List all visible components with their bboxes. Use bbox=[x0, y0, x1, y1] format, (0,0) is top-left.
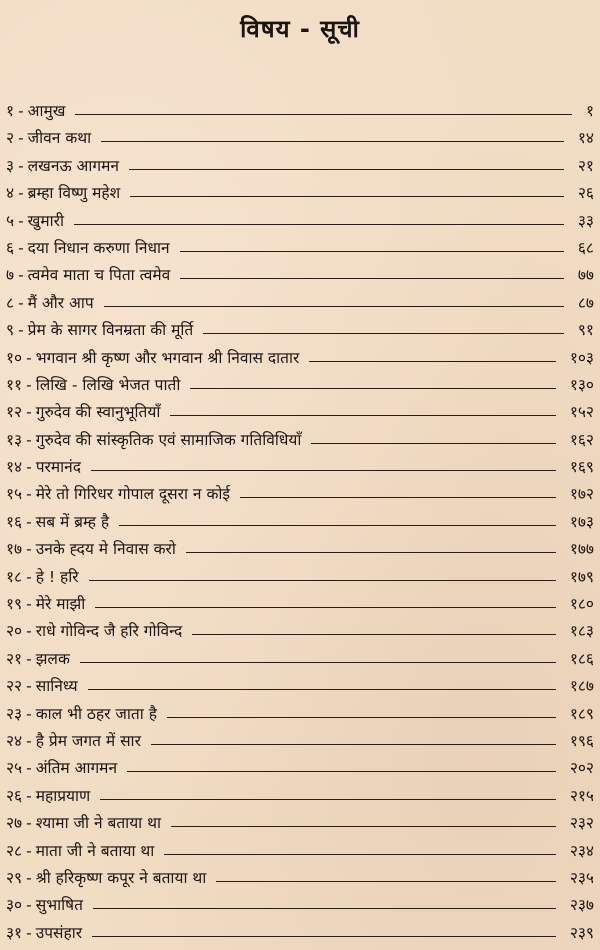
separator-dash: - bbox=[26, 923, 32, 942]
chapter-number: ७ bbox=[6, 266, 15, 285]
toc-entry bbox=[0, 345, 600, 372]
toc-entry bbox=[0, 892, 600, 919]
leader-line bbox=[164, 854, 556, 855]
chapter-title: श्यामा जी ने बताया था bbox=[35, 814, 162, 833]
leader-line bbox=[180, 278, 564, 279]
chapter-number: ९ bbox=[6, 321, 15, 340]
toc-entry bbox=[0, 317, 600, 344]
toc-entry-heading bbox=[6, 810, 161, 837]
chapter-number: १४ bbox=[6, 458, 23, 477]
separator-dash: - bbox=[26, 759, 32, 778]
toc-entry-heading bbox=[6, 290, 94, 317]
separator-dash: - bbox=[26, 403, 32, 422]
page-number: १८७ bbox=[569, 677, 594, 696]
chapter-title: है प्रेम जगत में सार bbox=[35, 731, 141, 750]
chapter-number: २९ bbox=[6, 868, 23, 887]
toc-entry-heading bbox=[6, 783, 90, 810]
chapter-title: उनके ह्दय मे निवास करो bbox=[35, 540, 176, 559]
chapter-title: माता जी ने बताया था bbox=[35, 841, 155, 860]
toc-entry-heading bbox=[6, 755, 117, 782]
leader-line bbox=[89, 580, 556, 581]
chapter-title: झलक bbox=[35, 649, 70, 668]
chapter-number: २० bbox=[6, 622, 23, 641]
chapter-number: १ bbox=[6, 102, 15, 120]
toc-entry bbox=[0, 728, 600, 755]
leader-line bbox=[170, 415, 556, 416]
toc-entry bbox=[0, 755, 600, 782]
chapter-title: गुरुदेव की स्वानुभूतियाँ bbox=[35, 403, 161, 422]
separator-dash: - bbox=[18, 129, 24, 148]
chapter-title: प्रेम के सागर विनम्रता की मूर्ति bbox=[27, 321, 194, 340]
page-number: १८९ bbox=[569, 704, 594, 723]
separator-dash: - bbox=[26, 512, 32, 531]
chapter-number: २७ bbox=[6, 814, 23, 833]
toc-entry bbox=[0, 427, 600, 454]
toc-entry-heading bbox=[6, 591, 85, 618]
chapter-title: दया निधान करुणा निधान bbox=[27, 238, 170, 257]
page-number: १७२ bbox=[569, 485, 594, 504]
leader-line bbox=[203, 333, 564, 334]
toc-entry-heading bbox=[6, 728, 141, 755]
separator-dash: - bbox=[18, 238, 24, 257]
page-number: २०२ bbox=[569, 759, 594, 778]
toc-entry bbox=[0, 235, 600, 262]
toc-entry bbox=[0, 920, 600, 947]
leader-line bbox=[101, 141, 564, 142]
separator-dash: - bbox=[26, 485, 32, 504]
page-number: १३० bbox=[569, 375, 594, 394]
page-number: १७३ bbox=[569, 512, 594, 531]
toc-entry-heading bbox=[6, 865, 206, 892]
leader-line bbox=[192, 634, 556, 635]
leader-line bbox=[129, 169, 564, 170]
toc-entry-heading bbox=[6, 564, 79, 591]
toc-entry bbox=[0, 153, 600, 180]
page-number: १९६ bbox=[569, 731, 594, 750]
leader-line bbox=[311, 443, 556, 444]
page-number: ८७ bbox=[577, 293, 594, 312]
chapter-number: २८ bbox=[6, 841, 23, 860]
separator-dash: - bbox=[26, 896, 32, 915]
toc-entry bbox=[0, 481, 600, 508]
separator-dash: - bbox=[18, 211, 24, 230]
page-number: १६९ bbox=[569, 458, 594, 477]
toc-entry bbox=[0, 399, 600, 426]
chapter-title: आमुख bbox=[27, 102, 66, 120]
leader-line bbox=[171, 826, 556, 827]
page-number: ७७ bbox=[577, 266, 594, 285]
chapter-number: १२ bbox=[6, 403, 23, 422]
toc-entry-heading bbox=[6, 180, 120, 207]
separator-dash: - bbox=[26, 786, 32, 805]
separator-dash: - bbox=[26, 704, 32, 723]
leader-line bbox=[93, 908, 556, 909]
toc-entry bbox=[0, 372, 600, 399]
leader-line bbox=[216, 881, 556, 882]
toc-entry-heading bbox=[6, 345, 299, 372]
toc-entry-heading bbox=[6, 317, 193, 344]
toc-entry-heading bbox=[6, 235, 170, 262]
page-number: १६२ bbox=[569, 430, 594, 449]
page-number: २१ bbox=[577, 156, 594, 175]
chapter-number: ५ bbox=[6, 211, 15, 230]
toc-entry bbox=[0, 208, 600, 235]
chapter-number: ३ bbox=[6, 156, 15, 175]
toc-entry-heading bbox=[6, 646, 70, 673]
toc-entry-heading bbox=[6, 509, 109, 536]
leader-line bbox=[80, 662, 556, 663]
toc-entry-heading bbox=[6, 618, 182, 645]
separator-dash: - bbox=[26, 868, 32, 887]
separator-dash: - bbox=[18, 266, 24, 285]
leader-line bbox=[74, 224, 564, 225]
page-number: १ bbox=[585, 102, 594, 120]
toc-entry bbox=[0, 646, 600, 673]
chapter-number: १५ bbox=[6, 485, 23, 504]
leader-line bbox=[167, 717, 556, 718]
leader-line bbox=[91, 470, 556, 471]
toc-entry bbox=[0, 180, 600, 207]
toc-entry-heading bbox=[6, 262, 170, 289]
chapter-title: उपसंहार bbox=[35, 923, 83, 942]
toc-entry bbox=[0, 673, 600, 700]
toc-entry bbox=[0, 98, 600, 125]
separator-dash: - bbox=[26, 567, 32, 586]
chapter-title: लखनऊ आगमन bbox=[27, 156, 119, 175]
chapter-number: ३१ bbox=[6, 923, 23, 942]
toc-entry bbox=[0, 125, 600, 152]
page-number: २३९ bbox=[569, 923, 594, 942]
chapter-number: १६ bbox=[6, 512, 23, 531]
toc-entry bbox=[0, 701, 600, 728]
separator-dash: - bbox=[26, 841, 32, 860]
leader-line bbox=[151, 744, 556, 745]
leader-line bbox=[309, 361, 556, 362]
leader-line bbox=[92, 936, 556, 937]
separator-dash: - bbox=[18, 184, 24, 203]
chapter-number: १० bbox=[6, 348, 23, 367]
toc-entry-heading bbox=[6, 838, 154, 865]
page-number: १८३ bbox=[569, 622, 594, 641]
page-number: ३३ bbox=[577, 211, 594, 230]
toc-entry bbox=[0, 509, 600, 536]
page-number: २३२ bbox=[569, 814, 594, 833]
chapter-title: मेरे तो गिरिधर गोपाल दूसरा न कोई bbox=[35, 485, 230, 504]
toc-entry-heading bbox=[6, 208, 64, 235]
chapter-title: जीवन कथा bbox=[27, 129, 92, 148]
toc-entry-heading bbox=[6, 701, 157, 728]
page-number: २३७ bbox=[569, 896, 594, 915]
leader-line bbox=[88, 689, 556, 690]
leader-line bbox=[127, 771, 556, 772]
toc-entry bbox=[0, 290, 600, 317]
leader-line bbox=[186, 552, 556, 553]
separator-dash: - bbox=[26, 430, 32, 449]
toc-entry-heading bbox=[6, 427, 301, 454]
toc-entry-heading bbox=[6, 372, 180, 399]
chapter-title: काल भी ठहर जाता है bbox=[35, 704, 157, 723]
chapter-title: हे ! हरि bbox=[35, 567, 79, 586]
chapter-title: महाप्रयाण bbox=[35, 786, 91, 805]
toc-entry bbox=[0, 536, 600, 563]
toc-entry bbox=[0, 618, 600, 645]
chapter-title: श्री हरिकृष्ण कपूर ने बताया था bbox=[35, 868, 207, 887]
chapter-title: राधे गोविन्द जै हरि गोविन्द bbox=[35, 622, 183, 641]
chapter-number: २३ bbox=[6, 704, 23, 723]
page-number: २१५ bbox=[569, 786, 594, 805]
chapter-title: सब में ब्रम्ह है bbox=[35, 512, 110, 531]
toc-entry bbox=[0, 810, 600, 837]
page-number: १७७ bbox=[569, 540, 594, 559]
chapter-number: १८ bbox=[6, 567, 23, 586]
toc-entry-heading bbox=[6, 673, 78, 700]
toc-entry bbox=[0, 262, 600, 289]
toc-entry bbox=[0, 591, 600, 618]
chapter-title: ब्रम्हा विष्णु महेश bbox=[27, 184, 121, 203]
page-number: २३४ bbox=[569, 841, 594, 860]
leader-line bbox=[240, 497, 556, 498]
chapter-title: मेरे माझी bbox=[35, 595, 86, 614]
toc-entry-heading bbox=[6, 153, 119, 180]
toc-entry-heading bbox=[6, 920, 82, 947]
chapter-title: मैं और आप bbox=[27, 293, 94, 312]
chapter-title: लिखि - लिखि भेजत पाती bbox=[35, 375, 181, 394]
separator-dash: - bbox=[18, 102, 24, 120]
toc-entry-heading bbox=[6, 98, 65, 125]
leader-line bbox=[75, 114, 572, 115]
separator-dash: - bbox=[26, 540, 32, 559]
separator-dash: - bbox=[26, 458, 32, 477]
chapter-title: अंतिम आगमन bbox=[35, 759, 118, 778]
chapter-number: ४ bbox=[6, 184, 15, 203]
chapter-number: २६ bbox=[6, 786, 23, 805]
chapter-title: परमानंद bbox=[35, 458, 81, 477]
toc-entry-heading bbox=[6, 892, 83, 919]
chapter-title: खुमारी bbox=[27, 211, 64, 230]
chapter-number: १७ bbox=[6, 540, 23, 559]
leader-line bbox=[119, 525, 556, 526]
chapter-number: १३ bbox=[6, 430, 23, 449]
toc-entry-heading bbox=[6, 399, 160, 426]
toc-entry bbox=[0, 564, 600, 591]
chapter-number: ११ bbox=[6, 375, 23, 394]
page-number: १४ bbox=[577, 129, 594, 148]
page-number: २६ bbox=[577, 184, 594, 203]
chapter-title: गुरुदेव की सांस्कृतिक एवं सामाजिक गतिविधियाँ bbox=[35, 430, 302, 449]
page-number: ६८ bbox=[577, 238, 594, 257]
chapter-title: सानिध्य bbox=[35, 677, 78, 696]
chapter-title: भगवान श्री कृष्ण और भगवान श्री निवास दातार bbox=[35, 348, 300, 367]
page-number: १८० bbox=[569, 595, 594, 614]
separator-dash: - bbox=[26, 348, 32, 367]
separator-dash: - bbox=[26, 622, 32, 641]
separator-dash: - bbox=[26, 649, 32, 668]
leader-line bbox=[190, 388, 556, 389]
chapter-number: ६ bbox=[6, 238, 15, 257]
separator-dash: - bbox=[18, 293, 24, 312]
toc-entry bbox=[0, 454, 600, 481]
page-title: विषय - सूची bbox=[240, 15, 360, 43]
toc-entry-heading bbox=[6, 454, 81, 481]
chapter-number: २२ bbox=[6, 677, 23, 696]
chapter-title: त्वमेव माता च पिता त्वमेव bbox=[27, 266, 171, 285]
toc-entry bbox=[0, 865, 600, 892]
page-number: २३५ bbox=[569, 868, 594, 887]
table-of-contents bbox=[0, 98, 600, 947]
page-number: १०३ bbox=[569, 348, 594, 367]
toc-entry-heading bbox=[6, 536, 176, 563]
chapter-number: ८ bbox=[6, 293, 15, 312]
chapter-number: २४ bbox=[6, 731, 23, 750]
chapter-number: २५ bbox=[6, 759, 23, 778]
chapter-number: २ bbox=[6, 129, 15, 148]
page-number: १५२ bbox=[569, 403, 594, 422]
page-number: १८६ bbox=[569, 649, 594, 668]
toc-entry bbox=[0, 838, 600, 865]
separator-dash: - bbox=[18, 321, 24, 340]
separator-dash: - bbox=[26, 375, 32, 394]
separator-dash: - bbox=[26, 595, 32, 614]
separator-dash: - bbox=[26, 677, 32, 696]
separator-dash: - bbox=[26, 731, 32, 750]
leader-line bbox=[100, 799, 556, 800]
toc-entry-heading bbox=[6, 125, 91, 152]
chapter-title: सुभाषित bbox=[35, 896, 83, 915]
page-number: १७९ bbox=[569, 567, 594, 586]
leader-line bbox=[180, 251, 564, 252]
separator-dash: - bbox=[18, 156, 24, 175]
chapter-number: ३० bbox=[6, 896, 23, 915]
leader-line bbox=[130, 196, 564, 197]
toc-entry-heading bbox=[6, 481, 230, 508]
chapter-number: २१ bbox=[6, 649, 23, 668]
page-number: ९१ bbox=[577, 321, 594, 340]
leader-line bbox=[95, 607, 556, 608]
toc-entry bbox=[0, 783, 600, 810]
separator-dash: - bbox=[26, 814, 32, 833]
chapter-number: १९ bbox=[6, 595, 23, 614]
leader-line bbox=[104, 306, 564, 307]
